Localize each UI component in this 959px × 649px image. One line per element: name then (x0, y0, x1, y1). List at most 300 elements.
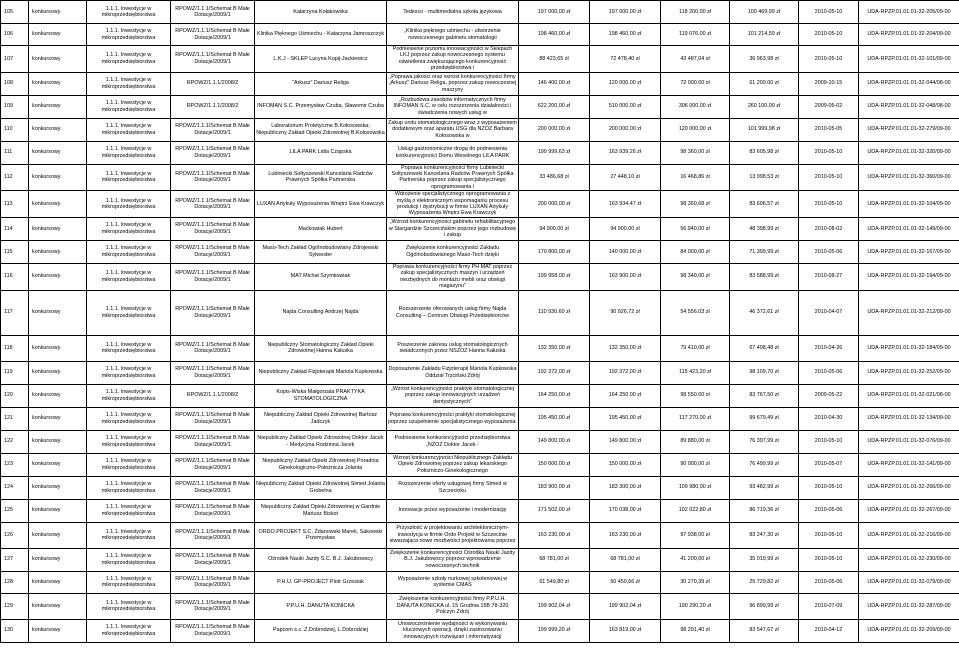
project-title: Poszerzenie zakresu usług stomatologicznych świadczonych przez NSZOZ Hanna Kałuska (387, 335, 519, 361)
beneficiary-name: LUXAN Artykuły Wyposażenia Wnętrz Ewa Krawczyk (255, 191, 387, 218)
row-number: 109 (1, 95, 29, 118)
contract-number: UDA-RPZP.01.01.01-32-101/09-00 (859, 46, 959, 73)
efrr-amount: 83 606,57 zł (730, 191, 799, 218)
measure-name: 1.1.1. Inwestycje w mikroprzedsiębiorstwa (87, 476, 171, 499)
eligible-expenditure: 163 900,00 zł (590, 263, 661, 290)
funding-amount: 98 550,00 zł (661, 384, 730, 407)
call-scheme: RPOWZ/1.1.1/Schemat B Małe Dotacje/2009/1 (171, 453, 255, 476)
beneficiary-name: Laboratorium Protetyczne B.Kołosowska; Niepubliczny Zakład Opieki Zdrowotnej B.Kołosowska (255, 118, 387, 141)
contract-number: UDA-RPZP.01.01.01-32-252/09-00 (859, 361, 959, 384)
call-scheme: RPOWZ/1.1.1/Schemat B Małe Dotacje/2009/1 (171, 191, 255, 218)
measure-name: 1.1.1. Inwestycje w mikroprzedsiębiorstwa (87, 164, 171, 191)
beneficiary-name: P.H.U. GP-PROJECT Piotr Grzesiak (255, 571, 387, 593)
application-type: konkursowy (29, 361, 87, 384)
measure-name: 1.1.1. Inwestycje w mikroprzedsiębiorstwa (87, 619, 171, 642)
total-value: 199 902,04 zł (519, 593, 590, 619)
funding-amount: 306 000,00 zł (661, 95, 730, 118)
contract-date: 2010-04-12 (799, 619, 859, 642)
contract-number: UDA-RPZP.01.01.01-32-209/09-00 (859, 619, 959, 642)
funding-amount: 89 880,00 zł (661, 430, 730, 453)
call-scheme: RPOWZ/1.1.1/Schemat B Małe Dotacje/2009/1 (171, 571, 255, 593)
eligible-expenditure: 50 450,66 zł (590, 571, 661, 593)
application-type: konkursowy (29, 476, 87, 499)
table-row (1, 499, 959, 522)
application-type: konkursowy (29, 1, 87, 24)
table-row (1, 619, 959, 642)
application-type: konkursowy (29, 384, 87, 407)
funding-amount: 119 076,00 zł (661, 24, 730, 46)
contract-date: 2010-05-06 (799, 499, 859, 522)
application-type: konkursowy (29, 619, 87, 642)
application-type: konkursowy (29, 141, 87, 164)
eligible-expenditure: 150 000,00 zł (590, 453, 661, 476)
project-title: „Wzrost konkurencyjności praktyki stomatologicznej poprzez zakup innowacyjnych urządzeń dentystycznych" (387, 384, 519, 407)
eligible-expenditure: 510 000,00 zł (590, 95, 661, 118)
project-title: „Wzrost konkurencyjności gabinetu rehabilitacyjnego w Stargardzie Szczecińskim poprzez jego rozbudowę i zakup (387, 217, 519, 240)
project-title: „Rozbudowa zasobów informatycznych firmy INFOMAN S.C. w celu rozszerzenia działalności i świadczenia nowych usług w (387, 95, 519, 118)
eligible-expenditure: 120 000,00 zł (590, 72, 661, 95)
measure-name: 1.1.1. Inwestycje w mikroprzedsiębiorstwa (87, 1, 171, 24)
total-value: 171 502,00 zł (519, 499, 590, 522)
call-scheme: RPOWZ/1.1.1/Schemat B Małe Dotacje/2009/1 (171, 164, 255, 191)
project-title: Usługi gastronomiczne drogą do podniesienia konkurencyjności Domu Weselnego LILA PARK (387, 141, 519, 164)
call-scheme: RPOWZ/1.1.1/Schemat B Małe Dotacje/2009/1 (171, 407, 255, 430)
contract-number: UDA-RPZP.01.01.01-32-194/09-00 (859, 263, 959, 290)
project-title: Zwiększenie konkurencyjności firmy P.P.U.H. DANUTA KONICKA ul. 15 Grudnia 15B 78-320 Połczyn Zdrój (387, 593, 519, 619)
eligible-expenditure: 195 450,00 zł (590, 407, 661, 430)
eligible-expenditure: 90 926,72 zł (590, 290, 661, 335)
application-type: konkursowy (29, 430, 87, 453)
beneficiary-name: Kopis-Wiska Małgorzata PRAKTYKA STOMATOLOGICZNA (255, 384, 387, 407)
table-row (1, 141, 959, 164)
total-value: 199 958,00 zł (519, 263, 590, 290)
contract-number: UDA-RPZP.01.01.01-32-230/09-00 (859, 548, 959, 571)
efrr-amount: 13 998,53 zł (730, 164, 799, 191)
total-value: 61 549,80 zł (519, 571, 590, 593)
row-number: 107 (1, 46, 29, 73)
project-title: Zakup unitu stomatologicznego wraz z wyposażeniem dodatkowym oraz aparatu USG dla NZOZ Barbara Kołosowska w (387, 118, 519, 141)
beneficiary-name: Niepubliczny Zakład Opieki Zdrowotnej Poradnia Ginekologiczno-Położnicza Jolanta (255, 453, 387, 476)
contract-number: UDA-RPZP.01.01.01-32-079/09-00 (859, 571, 959, 593)
call-scheme: RPOWZ/1.1.1/2008/2 (171, 384, 255, 407)
table-row (1, 95, 959, 118)
row-number: 120 (1, 384, 29, 407)
efrr-amount: 93 482,99 zł (730, 476, 799, 499)
call-scheme: RPOWZ/1.1.1/2008/2 (171, 95, 255, 118)
table-row (1, 430, 959, 453)
contract-number: UDA-RPZP.01.01.01-32-104/09-00 (859, 191, 959, 218)
total-value: 200 000,00 zł (519, 191, 590, 218)
contract-date: 2010-05-10 (799, 191, 859, 218)
beneficiary-name: Maćkowiak Hubert (255, 217, 387, 240)
efrr-amount: 36 963,98 zł (730, 46, 799, 73)
row-number: 119 (1, 361, 29, 384)
contract-number: UDA-RPZP.01.01.01-32-287/09-00 (859, 593, 959, 619)
project-title: Poprawa konkurencyjności firmy PH MAT poprzez zakup specjalistycznych maszyn i urządzeń niezbędnych do montażu mebli oraz obsługi magazynu" (387, 263, 519, 290)
efrr-amount: 96 899,99 zł (730, 593, 799, 619)
contract-number: UDA-RPZP.01.01.01-32-167/09-00 (859, 240, 959, 263)
funding-amount: 79 410,00 zł (661, 335, 730, 361)
project-title: Podniesienie poziomu innowacyjności w Sklepach LKJ poprzez zakup nowoczesnego systemu oświetlenia zwiększającego konkurencyjność przedsiębiorstwa i (387, 46, 519, 73)
contract-date: 2010-04-30 (799, 407, 859, 430)
efrr-amount: 101 214,59 zł (730, 24, 799, 46)
table-row (1, 263, 959, 290)
project-title: Wdrożenie specjalistycznego oprogramowania z myślą o elektronicznym wspomaganiu procesu produkcji i dystrybucji w firmie LUXAN Artykuły Wyposażenia Wnętrz Ewa Krawczyk (387, 191, 519, 218)
eligible-expenditure: 197 000,00 zł (590, 1, 661, 24)
funding-amount: 115 423,20 zł (661, 361, 730, 384)
efrr-amount: 99 679,49 zł (730, 407, 799, 430)
total-value: 622 200,00 zł (519, 95, 590, 118)
total-value: 146 400,00 zł (519, 72, 590, 95)
contract-number: UDA-RPZP.01.01.01-32-076/09-00 (859, 430, 959, 453)
contract-date: 2010-08-27 (799, 263, 859, 290)
call-scheme: RPOWZ/1.1.1/Schemat B Małe Dotacje/2009/1 (171, 593, 255, 619)
efrr-amount: 260 100,00 zł (730, 95, 799, 118)
call-scheme: RPOWZ/1.1.1/Schemat B Małe Dotacje/2009/1 (171, 335, 255, 361)
measure-name: 1.1.1. Inwestycje w mikroprzedsiębiorstwa (87, 571, 171, 593)
project-title: Podniesienie konkurencyjności przedsiębiorstwa „NZOZ Doktor Jacek - (387, 430, 519, 453)
row-number: 108 (1, 72, 29, 95)
table-row (1, 217, 959, 240)
eligible-expenditure: 164 250,00 zł (590, 384, 661, 407)
beneficiary-name: "Arkusz" Dariusz Religa (255, 72, 387, 95)
measure-name: 1.1.1. Inwestycje w mikroprzedsiębiorstwa (87, 407, 171, 430)
measure-name: 1.1.1. Inwestycje w mikroprzedsiębiorstwa (87, 430, 171, 453)
project-title: „Klinika pięknego uśmiechu - utworzenie nowoczesnego gabinetu stomatologii (387, 24, 519, 46)
table-row (1, 476, 959, 499)
table-row (1, 384, 959, 407)
total-value: 198 460,00 zł (519, 24, 590, 46)
table-row (1, 1, 959, 24)
total-value: 68 781,00 zł (519, 548, 590, 571)
efrr-amount: 67 498,48 zł (730, 335, 799, 361)
funding-amount: 120 000,00 zł (661, 118, 730, 141)
application-type: konkursowy (29, 571, 87, 593)
measure-name: 1.1.1. Inwestycje w mikroprzedsiębiorstwa (87, 46, 171, 73)
table-row (1, 164, 959, 191)
project-title: Wzrost konkurencyjności Niepublicznego Zakładu Opieki Zdrowotnej poprzez zakup lekarskiego Położniczo-Ginekologicznego (387, 453, 519, 476)
beneficiary-name: Niepubliczny Zakład Opieki Zdrowotnej Doktor Jacek - Medycyna Rodzinna Jacek (255, 430, 387, 453)
eligible-expenditure: 200 000,00 zł (590, 118, 661, 141)
application-type: konkursowy (29, 240, 87, 263)
row-number: 112 (1, 164, 29, 191)
application-type: konkursowy (29, 593, 87, 619)
application-type: konkursowy (29, 499, 87, 522)
efrr-amount: 83 247,30 zł (730, 522, 799, 548)
application-type: konkursowy (29, 72, 87, 95)
row-number: 113 (1, 191, 29, 218)
contract-number: UDA-RPZP.01.01.01-32-267/09-00 (859, 499, 959, 522)
row-number: 130 (1, 619, 29, 642)
efrr-amount: 83 605,98 zł (730, 141, 799, 164)
contract-date: 2010-05-06 (799, 240, 859, 263)
application-type: konkursowy (29, 46, 87, 73)
eligible-expenditure: 163 939,26 zł (590, 141, 661, 164)
eligible-expenditure: 140 000,00 zł (590, 240, 661, 263)
project-title: Rozszerzenie oferty usługowej firmy Simed w Szczecinku (387, 476, 519, 499)
call-scheme: RPOWZ/1.1.1/Schemat B Małe Dotacje/2009/1 (171, 619, 255, 642)
application-type: konkursowy (29, 118, 87, 141)
table-row (1, 335, 959, 361)
contract-number: UDA-RPZP.01.01.01-32-279/09-00 (859, 118, 959, 141)
row-number: 123 (1, 453, 29, 476)
row-number: 105 (1, 1, 29, 24)
row-number: 106 (1, 24, 29, 46)
project-title: Unowocześnienie wydajności w wykonywaniu kluczowych operacji, dzięki zastosowaniu innowacyjnych rozwiązań i informatyzacji (387, 619, 519, 642)
beneficiary-name: L.K.J - SKLEP Lucyna Kopij-Jackiewicz (255, 46, 387, 73)
efrr-amount: 48 398,99 zł (730, 217, 799, 240)
call-scheme: RPOWZ/1.1.1/Schemat B Małe Dotacje/2009/1 (171, 361, 255, 384)
eligible-expenditure: 170 038,00 zł (590, 499, 661, 522)
total-value: 132 350,00 zł (519, 335, 590, 361)
table-row (1, 240, 959, 263)
total-value: 195 450,00 zł (519, 407, 590, 430)
contract-date: 2010-05-10 (799, 1, 859, 24)
beneficiary-name: P.P.U.H. DANUTA KONICKA (255, 593, 387, 619)
total-value: 192 372,00 zł (519, 361, 590, 384)
eligible-expenditure: 192 372,00 zł (590, 361, 661, 384)
contract-date: 2010-05-10 (799, 522, 859, 548)
row-number: 117 (1, 290, 29, 335)
beneficiary-name: LILA PARK Lidia Czapska (255, 141, 387, 164)
project-title: Zwiększenie konkurencyjności Ośrodka Nauki Jazdy B.J. Jakubowscy poprzez wprowadzenie nowoczesnych technik (387, 548, 519, 571)
row-number: 111 (1, 141, 29, 164)
efrr-amount: 83 767,50 zł (730, 384, 799, 407)
project-title: Przyszłość w projektowaniu architektonicznym-inwestycja w firmie Ordo Projekt w Szczecinie stwarzająca nowe możliwości projektowania poprzez (387, 522, 519, 548)
beneficiary-name: INFOMAN S.C. Przemysław Czuba, Sławomir Czuba (255, 95, 387, 118)
table-row (1, 548, 959, 571)
measure-name: 1.1.1. Inwestycje w mikroprzedsiębiorstwa (87, 548, 171, 571)
beneficiary-name: Maso-Tech Zakład Ogólnobudowlany Zdrojewski Sylwester (255, 240, 387, 263)
row-number: 126 (1, 522, 29, 548)
total-value: 200 000,00 zł (519, 118, 590, 141)
efrr-amount: 25 729,82 zł (730, 571, 799, 593)
contract-number: UDA-RPZP.01.01.01-32-205/09-00 (859, 1, 959, 24)
row-number: 127 (1, 548, 29, 571)
row-number: 125 (1, 499, 29, 522)
call-scheme: RPOWZ/1.1.1/Schemat B Małe Dotacje/2009/1 (171, 24, 255, 46)
call-scheme: RPOWZ/1.1.1/Schemat B Małe Dotacje/2009/1 (171, 522, 255, 548)
row-number: 116 (1, 263, 29, 290)
project-title: Rozszerzenie oferowanych usług firmy Najda Consulting – Centrum Obsługi Przedsiębiorców (387, 290, 519, 335)
total-value: 199 999,20 zł (519, 619, 590, 642)
table-body (1, 1, 959, 643)
funding-amount: 43 487,04 zł (661, 46, 730, 73)
measure-name: 1.1.1. Inwestycje w mikroprzedsiębiorstwa (87, 263, 171, 290)
table-row (1, 72, 959, 95)
beneficiary-name: Niepubliczny Zakład Opieki Zdrowotnej w Gardnie Mariusz Biskot (255, 499, 387, 522)
application-type: konkursowy (29, 290, 87, 335)
total-value: 150 000,00 zł (519, 453, 590, 476)
contract-date: 2010-08-02 (799, 217, 859, 240)
measure-name: 1.1.1. Inwestycje w mikroprzedsiębiorstwa (87, 72, 171, 95)
contract-number: UDA-RPZP.01.01.01-32-216/09-00 (859, 522, 959, 548)
eligible-expenditure: 183 300,00 zł (590, 476, 661, 499)
row-number: 114 (1, 217, 29, 240)
measure-name: 1.1.1. Inwestycje w mikroprzedsiębiorstwa (87, 499, 171, 522)
table-row (1, 571, 959, 593)
contract-number: UDA-RPZP.01.01.01-32-134/09-00 (859, 407, 959, 430)
contract-date: 2010-04-26 (799, 335, 859, 361)
row-number: 115 (1, 240, 29, 263)
beneficiary-name: Najda Consulting Andrzej Najda (255, 290, 387, 335)
funding-amount: 102 022,80 zł (661, 499, 730, 522)
beneficiary-name: Katarzyna Kołakowska (255, 1, 387, 24)
contract-date: 2009-10-15 (799, 72, 859, 95)
project-title: Tedesco - multimedialna szkoła językowa (387, 1, 519, 24)
table-row (1, 522, 959, 548)
funding-amount: 41 200,00 zł (661, 548, 730, 571)
funding-amount: 98 360,68 zł (661, 191, 730, 218)
call-scheme: RPOWZ/1.1.1/Schemat B Małe Dotacje/2009/1 (171, 476, 255, 499)
contract-date: 2010-04-07 (799, 290, 859, 335)
contract-number: UDA-RPZP.01.01.01-32-320/09-00 (859, 141, 959, 164)
contract-number: UDA-RPZP.01.01.01-32-141/09-00 (859, 453, 959, 476)
funding-amount: 109 980,00 zł (661, 476, 730, 499)
call-scheme: RPOWZ/1.1.1/Schemat B Małe Dotacje/2009/1 (171, 240, 255, 263)
measure-name: 1.1.1. Inwestycje w mikroprzedsiębiorstwa (87, 95, 171, 118)
total-value: 199 999,63 zł (519, 141, 590, 164)
measure-name: 1.1.1. Inwestycje w mikroprzedsiębiorstwa (87, 335, 171, 361)
measure-name: 1.1.1. Inwestycje w mikroprzedsiębiorstwa (87, 361, 171, 384)
table-row (1, 453, 959, 476)
project-title: „Poprawa jakości oraz wzrost konkurencyjności firmy „Arkusz" Dariusz Religa, poprzez zakup nowoczesnej maszyny (387, 72, 519, 95)
eligible-expenditure: 132 350,00 zł (590, 335, 661, 361)
measure-name: 1.1.1. Inwestycje w mikroprzedsiębiorstwa (87, 240, 171, 263)
funding-amount: 98 291,40 zł (661, 619, 730, 642)
row-number: 121 (1, 407, 29, 430)
application-type: konkursowy (29, 191, 87, 218)
application-type: konkursowy (29, 164, 87, 191)
efrr-amount: 101 999,98 zł (730, 118, 799, 141)
application-type: konkursowy (29, 24, 87, 46)
row-number: 118 (1, 335, 29, 361)
measure-name: 1.1.1. Inwestycje w mikroprzedsiębiorstwa (87, 141, 171, 164)
total-value: 94 900,00 zł (519, 217, 590, 240)
application-type: konkursowy (29, 407, 87, 430)
table-row (1, 407, 959, 430)
call-scheme: RPOWZ/1.1.1/Schemat B Małe Dotacje/2009/1 (171, 430, 255, 453)
funding-amount: 118 200,00 zł (661, 1, 730, 24)
funding-amount: 16 468,86 zł (661, 164, 730, 191)
application-type: konkursowy (29, 453, 87, 476)
call-scheme: RPOWZ/1.1.1/Schemat B Małe Dotacje/2009/1 (171, 499, 255, 522)
contract-number: UDA-RPZP.01.01.01-32-048/08-00 (859, 95, 959, 118)
beneficiary-name: Papcom s.c. Z.Dobrodziej, L.Dobrodziej (255, 619, 387, 642)
table-row (1, 593, 959, 619)
contract-number: UDA-RPZP.01.01.01-32-044/08-00 (859, 72, 959, 95)
beneficiary-name: MAT Michał Szymkowiak (255, 263, 387, 290)
funding-amount: 190 290,20 zł (661, 593, 730, 619)
efrr-amount: 86 719,36 zł (730, 499, 799, 522)
measure-name: 1.1.1. Inwestycje w mikroprzedsiębiorstwa (87, 191, 171, 218)
row-number: 128 (1, 571, 29, 593)
funding-amount: 98 340,00 zł (661, 263, 730, 290)
beneficiary-name: Niepubliczny Zakład Opieki Zdrowotnej Bartosz Jadczyk (255, 407, 387, 430)
total-value: 33 486,68 zł (519, 164, 590, 191)
contract-number: UDA-RPZP.01.01.01-32-266/09-00 (859, 476, 959, 499)
eligible-expenditure: 72 478,40 zł (590, 46, 661, 73)
application-type: konkursowy (29, 95, 87, 118)
efrr-amount: 76 397,99 zł (730, 430, 799, 453)
beneficiary-name: Klinika Pięknego Uśmiechu - Katarzyna Jamroszczyk (255, 24, 387, 46)
total-value: 163 230,00 zł (519, 522, 590, 548)
project-title: Poprawa konkurencyjności firmy Lubiniecki Sołtyszewski Kancelaria Radców Prawnych Spółka Partnerska poprzez zakup specjalistycznego oprogramowania i (387, 164, 519, 191)
contract-date: 2010-05-06 (799, 361, 859, 384)
contract-date: 2010-05-06 (799, 571, 859, 593)
efrr-amount: 71 399,99 zł (730, 240, 799, 263)
table-row (1, 118, 959, 141)
beneficiary-name: Ośrodek Nauki Jazdy S.C. B.J. Jakubowscy (255, 548, 387, 571)
beneficiary-name: Lubiniecki Sołtyszewski Kancelaria Radców Prawnych Spółka Partnerska (255, 164, 387, 191)
table-row (1, 191, 959, 218)
table-row (1, 24, 959, 46)
measure-name: 1.1.1. Inwestycje w mikroprzedsiębiorstwa (87, 384, 171, 407)
total-value: 110 930,60 zł (519, 290, 590, 335)
contract-date: 2010-05-10 (799, 164, 859, 191)
beneficiary-name: Niepubliczny Zakład Fizjoterapii Mariola Kupkowska (255, 361, 387, 384)
efrr-amount: 98 109,70 zł (730, 361, 799, 384)
call-scheme: RPOWZ/1.1.1/Schemat B Małe Dotacje/2009/1 (171, 290, 255, 335)
total-value: 183 900,00 zł (519, 476, 590, 499)
efrr-amount: 100 469,99 zł (730, 1, 799, 24)
contract-number: UDA-RPZP.01.01.01-32-360/09-00 (859, 164, 959, 191)
total-value: 149 800,00 zł (519, 430, 590, 453)
call-scheme: RPOWZ/1.1.1/Schemat B Małe Dotacje/2009/1 (171, 263, 255, 290)
total-value: 164 250,00 zł (519, 384, 590, 407)
eligible-expenditure: 94 900,00 zł (590, 217, 661, 240)
call-scheme: RPOWZ/1.1.1/Schemat B Małe Dotacje/2009/1 (171, 548, 255, 571)
efrr-amount: 83 588,99 zł (730, 263, 799, 290)
eligible-expenditure: 163 230,00 zł (590, 522, 661, 548)
row-number: 129 (1, 593, 29, 619)
contract-number: UDA-RPZP.01.01.01-32-204/09-00 (859, 24, 959, 46)
contract-date: 2010-05-10 (799, 141, 859, 164)
efrr-amount: 35 019,99 zł (730, 548, 799, 571)
eligible-expenditure: 149 800,00 zł (590, 430, 661, 453)
contract-number: UDA-RPZP.01.01.01-32-149/09-00 (859, 217, 959, 240)
eligible-expenditure: 163 934,47 zł (590, 191, 661, 218)
eligible-expenditure: 163 819,00 zł (590, 619, 661, 642)
efrr-amount: 61 200,00 zł (730, 72, 799, 95)
beneficiary-name: Niepubliczny Zakład Opieki Zdrowotnej Simed Jolanta Grobelna (255, 476, 387, 499)
measure-name: 1.1.1. Inwestycje w mikroprzedsiębiorstwa (87, 522, 171, 548)
efrr-amount: 76 499,99 zł (730, 453, 799, 476)
table-row (1, 290, 959, 335)
table-row (1, 361, 959, 384)
call-scheme: RPOWZ/1.1.1/2008/2 (171, 72, 255, 95)
call-scheme: RPOWZ/1.1.1/Schemat B Małe Dotacje/2009/1 (171, 46, 255, 73)
project-title: Innowacje przez wyposażenie i modernizację (387, 499, 519, 522)
efrr-amount: 83 547,67 zł (730, 619, 799, 642)
funding-amount: 56 940,00 zł (661, 217, 730, 240)
application-type: konkursowy (29, 548, 87, 571)
funding-amount: 97 938,00 zł (661, 522, 730, 548)
funding-amount: 84 000,00 zł (661, 240, 730, 263)
measure-name: 1.1.1. Inwestycje w mikroprzedsiębiorstwa (87, 290, 171, 335)
contract-number: UDA-RPZP.01.01.01-32-212/09-00 (859, 290, 959, 335)
total-value: 170 800,00 zł (519, 240, 590, 263)
project-title: Poprawa konkurencyjności praktyki stomatologicznej poprzez uzupełnienie specjalistycznego wyposażenia. (387, 407, 519, 430)
contract-date: 2010-07-09 (799, 593, 859, 619)
efrr-amount: 46 372,61 zł (730, 290, 799, 335)
contract-date: 2010-05-10 (799, 476, 859, 499)
row-number: 110 (1, 118, 29, 141)
call-scheme: RPOWZ/1.1.1/Schemat B Małe Dotacje/2009/1 (171, 118, 255, 141)
application-type: konkursowy (29, 263, 87, 290)
measure-name: 1.1.1. Inwestycje w mikroprzedsiębiorstwa (87, 217, 171, 240)
contract-date: 2009-06-02 (799, 95, 859, 118)
